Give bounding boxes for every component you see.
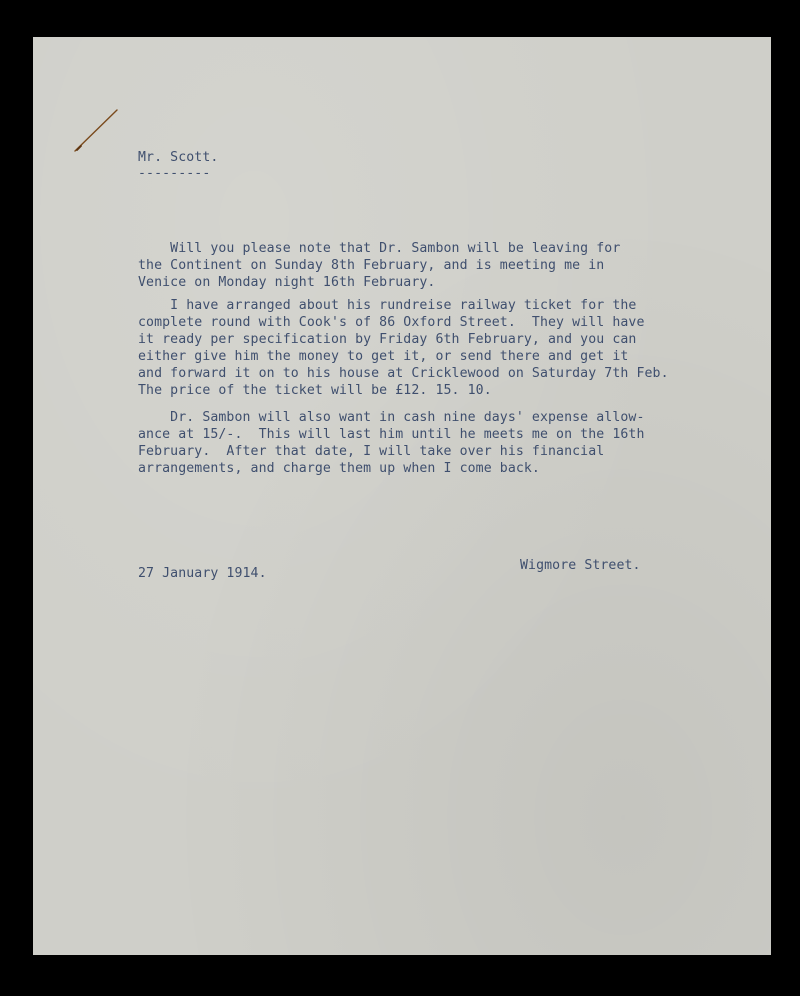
pen-mark bbox=[71, 107, 123, 155]
paragraph-1: Will you please note that Dr. Sambon will be leaving for the Continent on Sunday 8th February, and is meeting me in Venice on Monday night 16th February. bbox=[138, 241, 621, 290]
paragraph-2: I have arranged about his rundreise railway ticket for the complete round with Cook's of 86 Oxford Street. They will have it ready per specification by Friday 6th February, and you can either give him the money to get it, or send there and get it and forward it on to his house at Cricklewood on Saturday 7th Feb. The price of the ticket will be £12. 15. 10. bbox=[138, 298, 669, 398]
paragraph-3: Dr. Sambon will also want in cash nine days' expense allow- ance at 15/-. This will last him until he meets me on the 16th February. After that date, I will take over his financial arrangements, and charge them up when I come back. bbox=[138, 410, 645, 476]
addressee-underline: --------- bbox=[138, 166, 211, 181]
letter-page bbox=[33, 37, 771, 955]
addressee: Mr. Scott. bbox=[138, 150, 219, 165]
letter-date: 27 January 1914. bbox=[138, 566, 267, 581]
letter-place: Wigmore Street. bbox=[520, 558, 641, 573]
